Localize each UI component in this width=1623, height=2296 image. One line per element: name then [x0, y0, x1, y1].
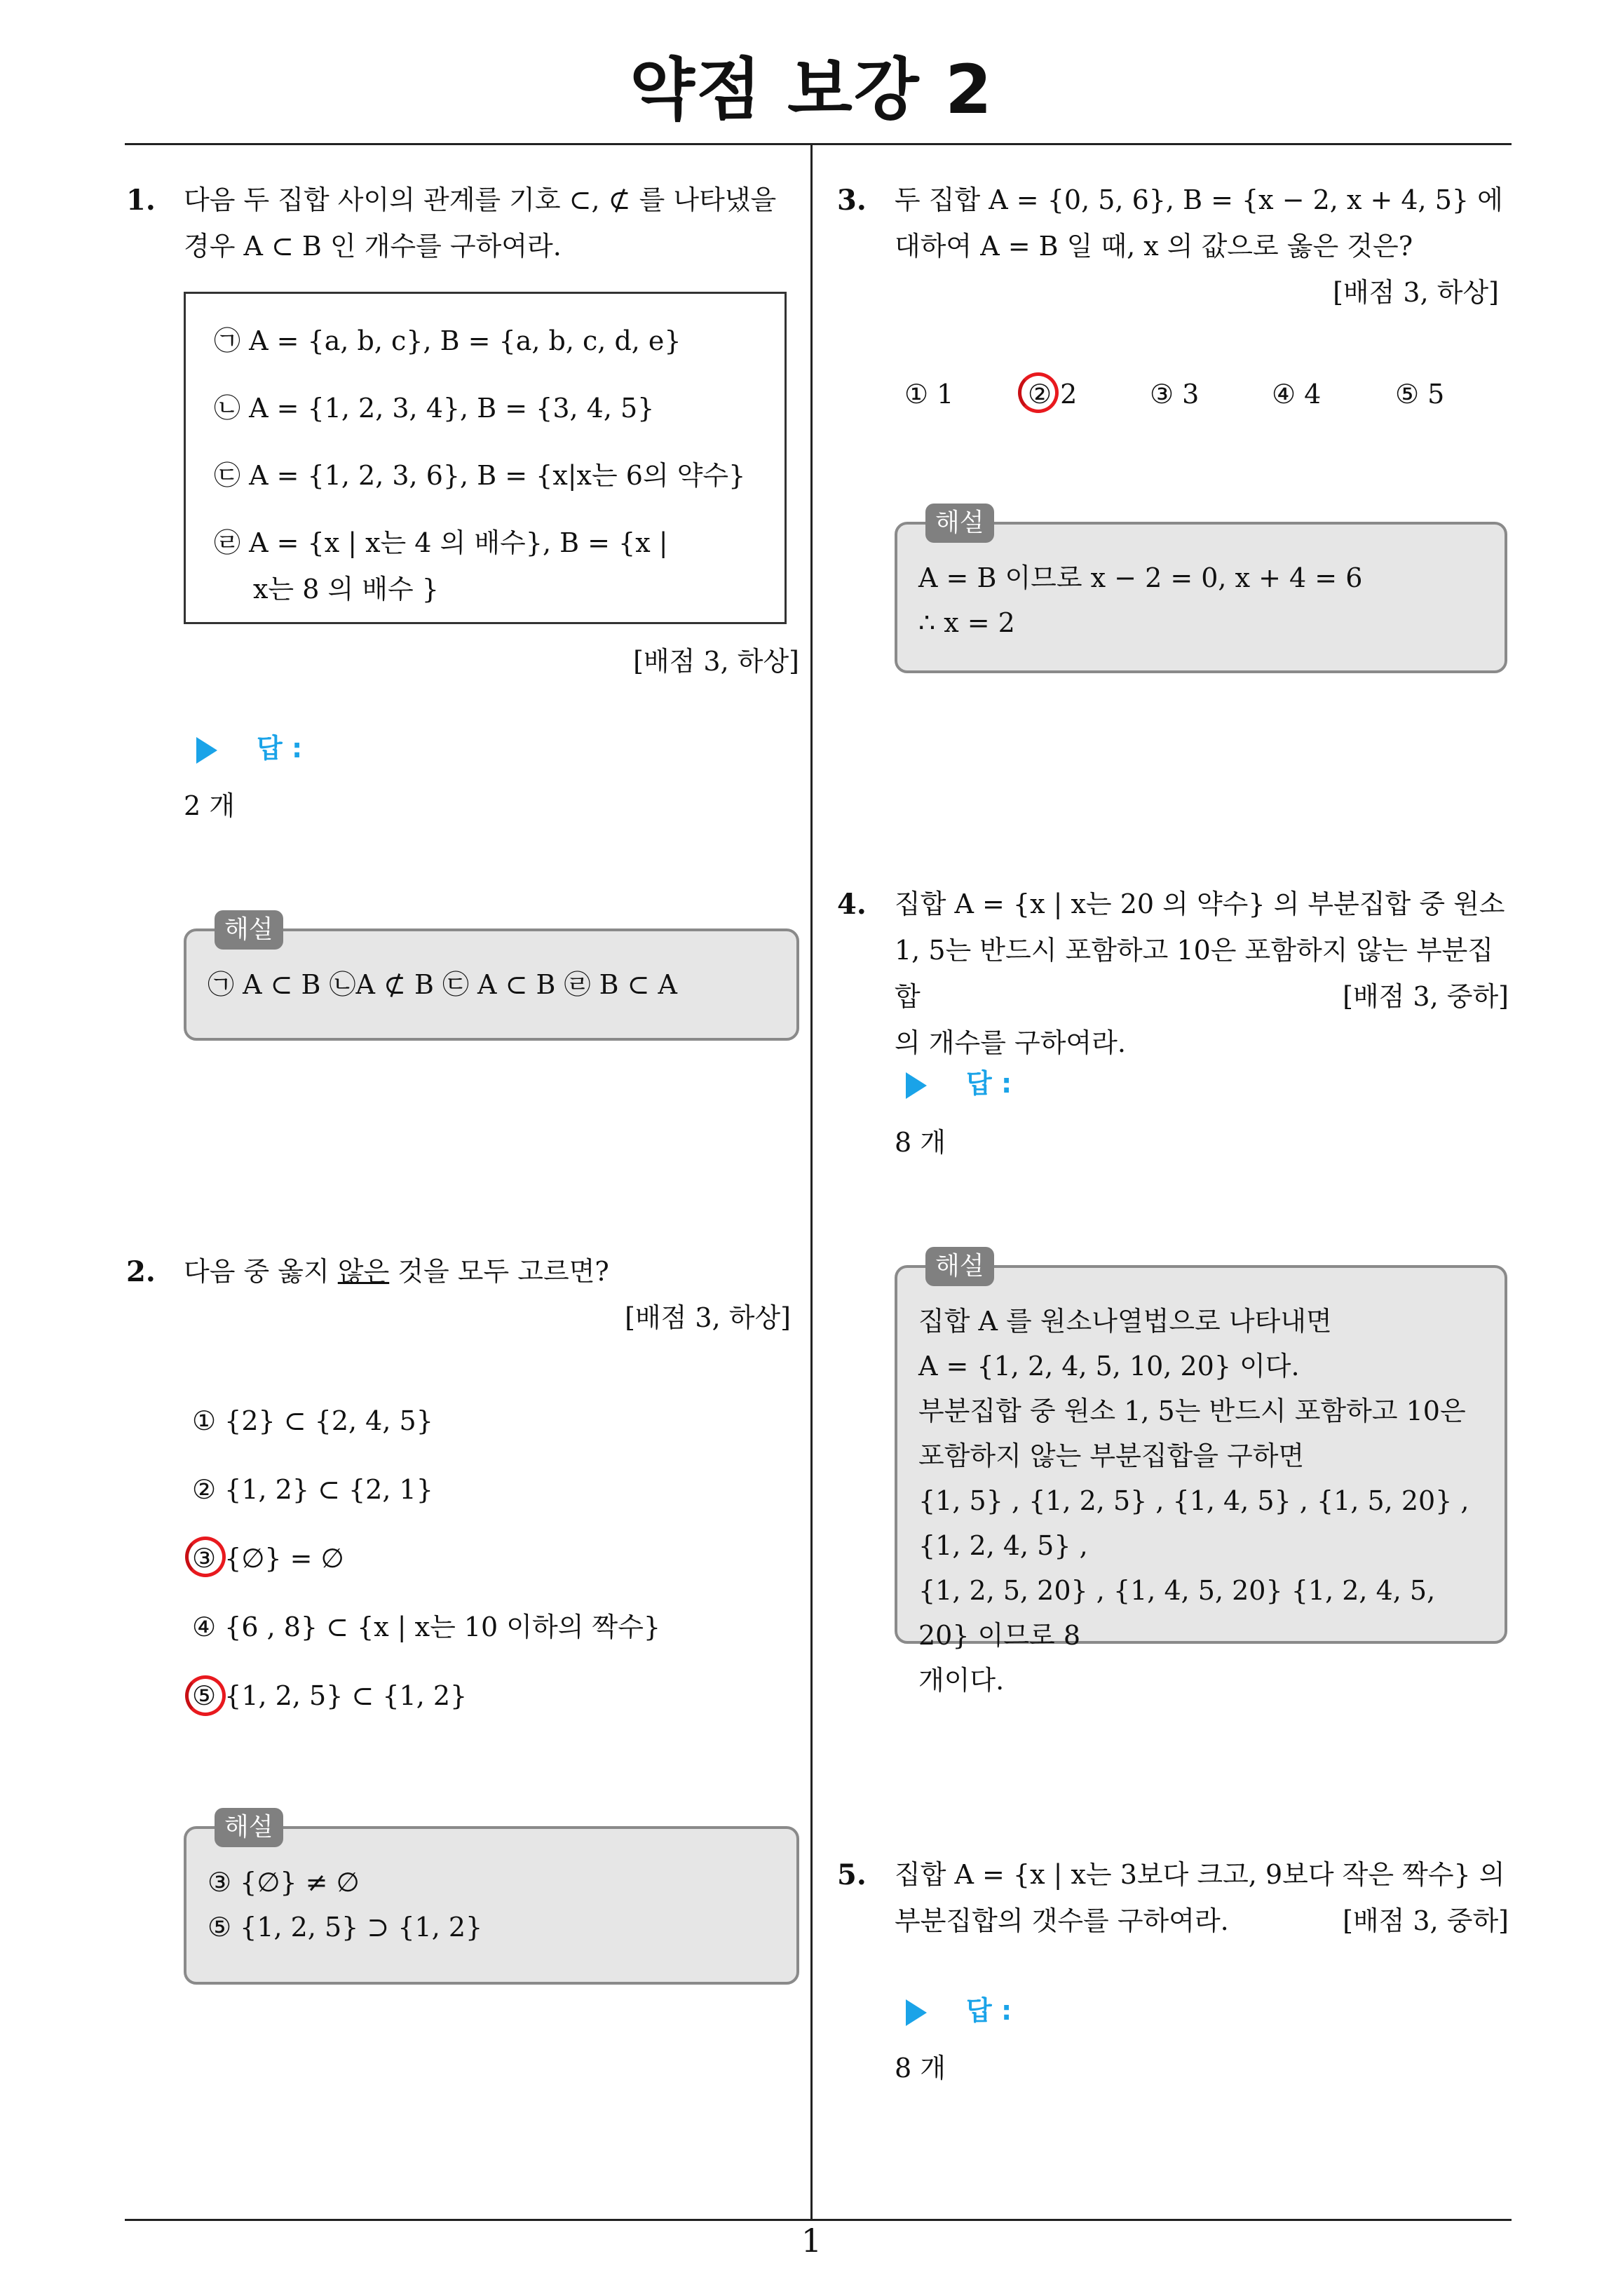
answer-value: 8 개: [895, 2053, 946, 2084]
solution-line: ∴ x = 2: [918, 607, 1015, 638]
question-text-line: 집합 A = {x | x는 3보다 크고, 9보다 작은 짝수} 의: [895, 1859, 1505, 1890]
top-rule: [125, 143, 1512, 145]
question-text-line: 두 집합 A = {0, 5, 6}, B = {x − 2, x + 4, 5} 에: [895, 184, 1503, 215]
selected-mark-icon: [185, 1675, 226, 1716]
question-2-text: 다음 중 옳지 않은 것을 모두 고르면?: [184, 1256, 609, 1287]
question-1-condition-box: [184, 292, 787, 624]
solution-tag: 해설: [925, 504, 994, 543]
solution-line: {1, 5} , {1, 2, 5} , {1, 4, 5} , {1, 5, 20} , {1, 2, 4, 5} ,: [918, 1485, 1469, 1561]
answer-value: 2 개: [184, 790, 235, 821]
option-2[interactable]: ② {1, 2} ⊂ {2, 1}: [192, 1474, 433, 1505]
points-label: [배점 3, 중하]: [1343, 981, 1509, 1012]
condition-row: ㉣ A = {x | x는 4 의 배수}, B = {x |: [214, 527, 668, 558]
option-1[interactable]: ① 1: [904, 379, 954, 410]
option-3[interactable]: ③ {∅} = ∅: [192, 1543, 344, 1574]
solution-box: [895, 1252, 1507, 1696]
page-number: 1: [801, 2222, 822, 2260]
solution-box: [184, 1813, 799, 1985]
solution-tag: 해설: [215, 1808, 283, 1847]
question-text-line: 부분집합의 갯수를 구하여라.: [895, 1905, 1229, 1936]
condition-row: ㉡ A = {1, 2, 3, 4}, B = {3, 4, 5}: [214, 393, 655, 424]
question-text-line: 대하여 A = B 일 때, x 의 값으로 옳은 것은?: [895, 231, 1413, 262]
solution-line: A = B 이므로 x − 2 = 0, x + 4 = 6: [918, 562, 1363, 593]
option-2[interactable]: ② 2: [1028, 379, 1078, 410]
solution-line: 부분집합 중 원소 1, 5는 반드시 포함하고 10은: [918, 1396, 1466, 1426]
solution-box: [895, 508, 1507, 673]
solution-line: 포함하지 않는 부분집합을 구하면: [918, 1440, 1305, 1471]
solution-line: ⑤ {1, 2, 5} ⊃ {1, 2}: [208, 1912, 483, 1943]
condition-row-continuation: x는 8 의 배수 }: [253, 574, 439, 605]
question-number: 1.: [126, 184, 156, 217]
condition-row: ㉢ A = {1, 2, 3, 6}, B = {x|x는 6의 약수}: [214, 460, 746, 491]
option-4[interactable]: ④ {6 , 8} ⊂ {x | x는 10 이하의 짝수}: [192, 1612, 661, 1642]
solution-line: 개이다.: [918, 1665, 1005, 1696]
selected-mark-icon: [185, 1537, 226, 1577]
play-icon: [906, 1999, 927, 2026]
question-number: 5.: [837, 1858, 867, 1891]
question-3-text: [895, 177, 1512, 269]
question-1-text: [184, 177, 801, 269]
answer-label: 답 :: [196, 727, 302, 765]
play-icon: [196, 737, 217, 764]
solution-line: ③ {∅} ≠ ∅: [208, 1867, 360, 1898]
question-number: 4.: [837, 888, 867, 921]
solution-tag: 해설: [925, 1247, 994, 1286]
points-label: [배점 3, 중하]: [1343, 1905, 1509, 1936]
option-3[interactable]: ③ 3: [1150, 379, 1200, 410]
solution-line: A = {1, 2, 4, 5, 10, 20} 이다.: [918, 1351, 1300, 1382]
selected-mark-icon: [1018, 372, 1059, 413]
column-divider: [810, 144, 813, 2220]
solution-tag: 해설: [215, 910, 283, 950]
question-text-line: 1, 5는 반드시 포함하고 10은 포함하지 않는 부분집합: [895, 935, 1494, 1012]
answer-label: 답 :: [906, 1989, 1012, 2027]
option-1[interactable]: ① {2} ⊂ {2, 4, 5}: [192, 1405, 433, 1436]
question-text-line: 다음 두 집합 사이의 관계를 기호 ⊂, ⊄ 를 나타냈을: [184, 184, 777, 215]
points-label: [배점 3, 하상]: [633, 646, 799, 677]
solution-text: ㉠ A ⊂ B ㉡A ⊄ B ㉢ A ⊂ B ㉣ B ⊂ A: [208, 969, 677, 1000]
question-number: 2.: [126, 1255, 156, 1288]
question-number: 3.: [837, 184, 867, 217]
bottom-rule: [125, 2219, 1512, 2221]
answer-value: 8 개: [895, 1127, 946, 1158]
solution-box: [184, 915, 799, 1041]
option-5[interactable]: ⑤ {1, 2, 5} ⊂ {1, 2}: [192, 1680, 468, 1711]
play-icon: [906, 1072, 927, 1099]
page-title: 약점 보강 2: [630, 50, 993, 129]
points-label: [배점 3, 하상]: [625, 1302, 791, 1333]
option-4[interactable]: ④ 4: [1272, 379, 1322, 410]
question-text-line: 집합 A = {x | x는 20 의 약수} 의 부분집합 중 원소: [895, 889, 1505, 919]
answer-label: 답 :: [906, 1062, 1012, 1100]
question-text-line: 경우 A ⊂ B 인 개수를 구하여라.: [184, 231, 562, 262]
solution-line: 집합 A 를 원소나열법으로 나타내면: [918, 1306, 1332, 1337]
question-text-line: 의 개수를 구하여라.: [895, 1027, 1126, 1058]
option-5[interactable]: ⑤ 5: [1395, 379, 1445, 410]
points-label: [배점 3, 하상]: [1333, 277, 1499, 308]
condition-row: ㉠ A = {a, b, c}, B = {a, b, c, d, e}: [214, 325, 681, 356]
solution-line: {1, 2, 5, 20} , {1, 4, 5, 20} {1, 2, 4, 5, 20} 이므로 8: [918, 1575, 1436, 1651]
